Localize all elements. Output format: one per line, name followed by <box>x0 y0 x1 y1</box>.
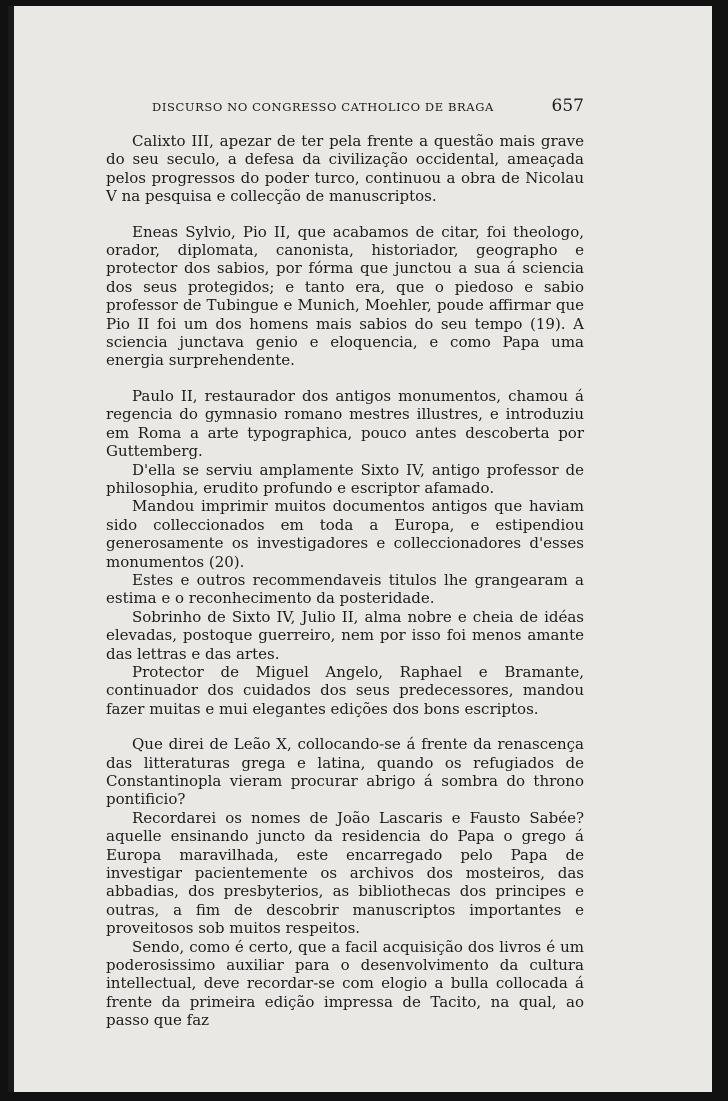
paragraph-protector: Protector de Miguel Angelo, Raphael e Bramante, continuador dos cuidados dos seus predecessores, mandou fazer muitas e mui elegantes edições dos bons escriptos. <box>106 662 584 718</box>
paragraph-julio-ii: Sobrinho de Sixto IV, Julio II, alma nobre e cheia de idéas elevadas, postoque guerreiro, nem por isso foi menos amante das lettras e das artes. <box>106 607 584 663</box>
paragraph-estes-e-outros: Estes e outros recommendaveis titulos lhe grangearam a estima e o reconhecimento da posteridade. <box>106 570 584 608</box>
paragraph-calixto: Calixto III, apezar de ter pela frente a questão mais grave do seu seculo, a defesa da civilização occidental, ameaçada pelos progressos do poder turco, continuou a obra de Nicolau V na pesquisa e collecção de manuscriptos. <box>106 132 584 206</box>
paragraph-tacito: Sendo, como é certo, que a facil acquisição dos livros é um poderosissimo auxiliar para o desenvolvimento da cultura intellectual, deve recordar-se com elogio a bulla collocada á frente da primeira edição impressa de Tacito, na qual, ao passo que faz <box>106 937 584 1030</box>
paragraph-mandou-imprimir: Mandou imprimir muitos documentos antigos que haviam sido colleccionados em toda a Europa, e estipendiou generosamente os investigadores e colleccionadores d'esses monumentos (20). <box>106 497 584 571</box>
paragraph-lascaris: Recordarei os nomes de João Lascaris e Fausto Sabée? aquelle ensinando juncto da residencia do Papa o grego á Europa maravilhada, este encarregado pelo Papa de investigar pacientemente os archivos dos mosteiros, das abbadias, dos presbyterios, as bibliothecas dos principes e outras, a fim de descobrir manuscriptos importantes e proveitosos sob muitos respeitos. <box>106 808 584 938</box>
paragraph-leao-x: Que direi de Leão X, collocando-se á frente da renascença das litteraturas grega e latina, quando os refugiados de Constantinopla vieram procurar abrigo á sombra do throno pontificio? <box>106 735 584 809</box>
paragraph-paulo-ii: Paulo II, restaurador dos antigos monumentos, chamou á regencia do gymnasio romano mestres illustres, e introduziu em Roma a arte typographica, pouco antes descoberta por Guttemberg. <box>106 386 584 461</box>
book-page <box>8 6 712 1092</box>
page-header <box>152 96 584 122</box>
paragraph-eneas-sylvio: Eneas Sylvio, Pio II, que acabamos de citar, foi theologo, orador, diplomata, canonista, historiador, geographo e protector dos sabios, por fórma que junctou a sua á sciencia dos seus protegidos; e tanto era, que o piedoso e sabio professor de Tubingue e Munich, Moehler, poude affirmar que Pio II foi um dos homens mais sabios do seu tempo (19). A sciencia junctava genio e eloquencia, e como Papa uma energia surprehendente. <box>106 222 584 370</box>
paragraph-sixto-iv: D'ella se serviu amplamente Sixto IV, antigo professor de philosophia, erudito profundo e escriptor afamado. <box>106 460 584 497</box>
running-title: DISCURSO NO CONGRESSO CATHOLICO DE BRAGA <box>152 100 494 114</box>
page-body <box>106 132 584 1030</box>
page-number: 657 <box>551 96 584 116</box>
